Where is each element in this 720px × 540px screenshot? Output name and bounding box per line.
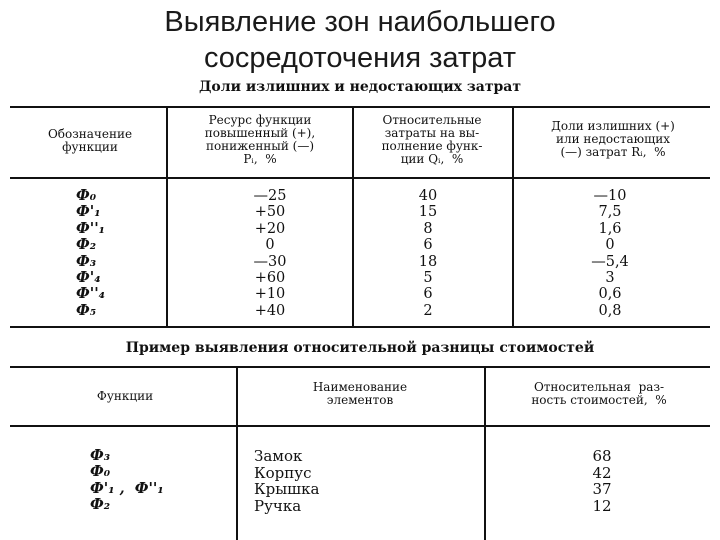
table1-divider-1 (166, 106, 168, 326)
table1-header-resource: Ресурс функции повышенный (+), пониженный (—) Pᵢ, % (204, 113, 316, 166)
table1-function-codes: Ф₀ Ф'₁ Ф''₁ Ф₂ Ф₃ Ф'₄ Ф''₄ Ф₅ (76, 187, 105, 319)
table1-resource-values: —25 +50 +20 0 —30 +60 +10 +40 (253, 188, 287, 319)
table2-element-names: Замок Корпус Крышка Ручка (254, 447, 320, 515)
slide-title (0, 4, 720, 76)
table2-header-elements: Наименование элементов (312, 380, 408, 407)
title-line-1: Выявление зон наибольшего (164, 6, 556, 38)
table1-bottom-rule (10, 326, 710, 328)
title-line-2: сосредоточения затрат (203, 42, 517, 74)
table1-caption: Доли излишних и недостающих затрат (198, 79, 522, 95)
table1-share-values: —10 7,5 1,6 0 —5,4 3 0,6 0,8 (591, 188, 629, 319)
table1-top-rule (10, 106, 710, 108)
table2-top-rule (10, 366, 710, 368)
table2-difference-values: 68 42 37 12 (592, 447, 612, 515)
table1-relative-values: 40 15 8 6 18 5 6 2 (418, 188, 438, 319)
table1-header-rule (10, 177, 710, 179)
table2-header-functions: Функции (96, 389, 154, 403)
table2-divider-2 (484, 366, 486, 540)
table2-divider-1 (236, 366, 238, 540)
table1-divider-2 (352, 106, 354, 326)
table1-header-function: Обозначение функции (47, 127, 133, 154)
table1-header-relative: Относительные затраты на вы- полнение функ- ции Qᵢ, % (381, 113, 483, 166)
table2-header-rule (10, 425, 710, 427)
table1-divider-3 (512, 106, 514, 326)
scanned-tables (0, 70, 720, 540)
table2-function-codes: Ф₃ Ф₀ Ф'₁ , Ф''₁ Ф₂ (90, 447, 164, 514)
table1-header-share: Доли излишних (+) или недостающих (—) затрат Rᵢ, % (551, 119, 675, 159)
table2-caption: Пример выявления относительной разницы стоимостей (125, 340, 595, 356)
table2-header-difference: Относительная раз- ность стоимостей, % (531, 380, 667, 407)
